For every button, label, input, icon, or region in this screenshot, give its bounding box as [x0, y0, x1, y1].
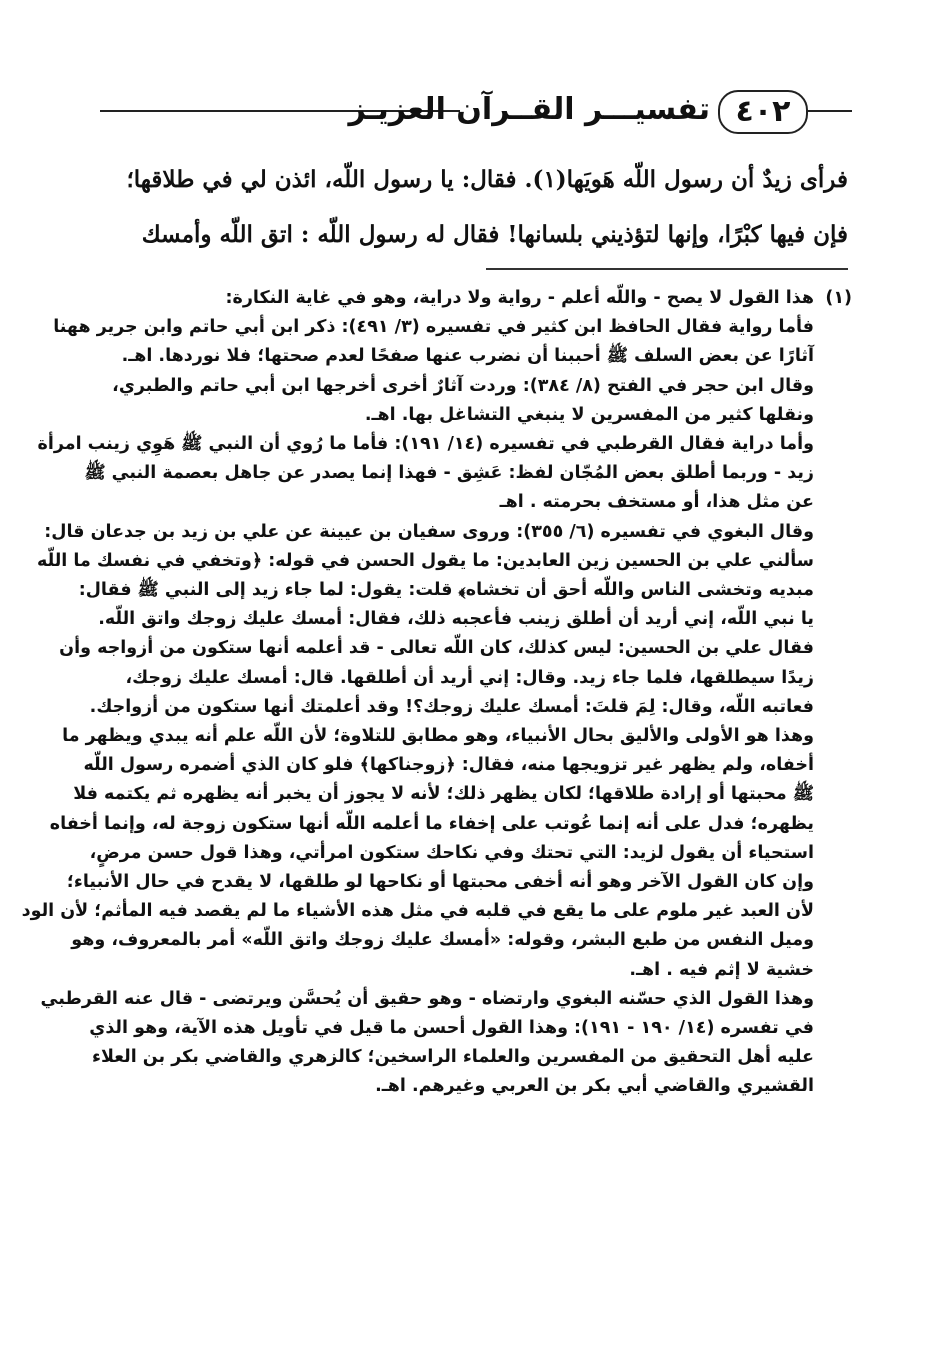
main-text — [106, 152, 848, 262]
footnote-line: يا نبي اللّه، إني أريد أن أطلق زينب فأعجبه ذلك، فقال: أمسك عليك زوجك واتق اللّه. — [98, 609, 814, 630]
footnote-line: وهذا القول الذي حسّنه البغوي وارتضاه - وهو حقيق أن يُحسَّن ويرتضى - قال عنه القرطبي — [40, 988, 814, 1009]
running-header — [100, 88, 852, 136]
footnote-line: مبديه وتخشى الناس واللّه أحق أن تخشاه﴾ قلت: يقول: لما جاء زيد إلى النبي ﷺ فقال: — [78, 580, 814, 601]
footnote-line: زيد - وربما أطلق بعض المُجّان لفظ: عَشِق - فهذا إنما يصدر عن جاهل بعصمة النبي ﷺ — [84, 463, 814, 484]
footnote-line: استحياء أن يقول لزيد: التي تحتك وفي نكاحك ستكون امرأتي، وهذا قول حسن مرضٍ، — [89, 842, 814, 863]
footnote-line: يظهره؛ فدل على أنه إنما عُوتب على إخفاء ما أعلمه اللّه أنها ستكون زوجة له، وإنما أخفاه — [49, 813, 814, 834]
main-line: فرأى زيدٌ أن رسول اللّه هَويَها(١). فقال: يا رسول اللّه، ائذن لي في طلاقها؛ — [126, 166, 848, 193]
footnote-line: سألني علي بن الحسين زين العابدين: ما يقول الحسن في قوله: ﴿وتخفي في نفسك ما اللّه — [36, 550, 814, 571]
footnote-line: فعاتبه اللّه، وقال: لِمَ قلتَ: أمسك عليك زوجك؟! وقد أعلمتك أنها ستكون من أزواجك. — [89, 696, 814, 717]
footnote-line: خشية لا إثم فيه . اهـ. — [629, 959, 814, 980]
footnote-line: عليه أهل التحقيق من المفسرين والعلماء الراسخين؛ كالزهري والقاضي بكر بن العلاء — [92, 1047, 814, 1068]
footnote-separator — [486, 268, 848, 270]
footnote-line: آثارًا عن بعض السلف ﷺ أحببنا أن نضرب عنها صفحًا لعدم صحتها؛ فلا نوردها. اهـ. — [121, 346, 814, 367]
footnote-line: فأما رواية فقال الحافظ ابن كثير في تفسيره (٣/ ٤٩١): ذكر ابن أبي حاتم وابن جرير ههنا — [53, 317, 814, 338]
footnote-line: وقال ابن حجر في الفتح (٨/ ٣٨٤): وردت آثارٌ أخرى أخرجها ابن أبي حاتم والطبري، — [112, 375, 814, 396]
main-line: فإن فيها كبْرًا، وإنها لتؤذيني بلسانها! فقال له رسول اللّه : اتق اللّه وأمسك — [141, 221, 848, 248]
footnote-line: وإن كان القول الآخر وهو أنه أخفى محبتها أو نكاحها لو طلقها، لا يقدح في حال الأنبياء؛ — [66, 872, 814, 893]
footnote-line: أخفاه، ولم يظهر غير تزويجها منه، فقال: ﴿زوجناكها﴾ فلو كان الذي أضمره رسول اللّه — [83, 755, 814, 776]
footnote-line: ونقلها كثير من المفسرين لا ينبغي التشاغل بها. اهـ. — [364, 404, 814, 425]
footnote-line: في تفسره (١٤/ ١٩٠ - ١٩١): وهذا القول أحسن ما قيل في تأويل هذه الآية، وهو الذي — [89, 1018, 814, 1039]
footnote-line: ﷺ محبتها أو إرادة طلاقها؛ لكان يظهر ذلك؛ لأنه لا يجوز أن يخبر أنه يظهره ثم يكتمه فلا — [73, 784, 814, 805]
footnote-line: القشيري والقاضي أبي بكر بن العربي وغيرهم. اهـ. — [375, 1076, 814, 1097]
footnote-line: عن مثل هذا، أو مستخف بحرمته . اهـ — [499, 492, 814, 513]
footnote-line: زيدًا سيطلقها، فلما جاء زيد. وقال: إني أريد أن أطلقها. قال: أمسك عليك زوجك، — [125, 667, 814, 688]
header-rule-right — [804, 110, 852, 112]
page-number: ٤٠٢ — [718, 90, 808, 134]
footnote-line — [100, 284, 852, 313]
footnote-number: (١) — [825, 288, 852, 308]
running-title: تفسيـــر القــرآن العزيـز — [348, 92, 710, 127]
footnote-line: فقال علي بن الحسين: ليس كذلك، كان اللّه تعالى - قد أعلمه أنها ستكون من أزواجه وأن — [59, 638, 814, 659]
footnote-line: وقال البغوي في تفسيره (٦/ ٣٥٥): وروى سفيان بن عيينة عن علي بن زيد بن جدعان قال: — [44, 521, 814, 542]
footnote-line: لأن العبد غير ملوم على ما يقع في قلبه في مثل هذه الأشياء ما لم يقصد فيه المأثم؛ لأن الود — [21, 901, 814, 922]
footnote-line: وهذا هو الأولى والأليق بحال الأنبياء، وهو مطابق للتلاوة؛ لأن اللّه علم أنه يبدي ويظهر ما — [62, 726, 814, 747]
footnote-line: وأما دراية فقال القرطبي في تفسيره (١٤/ ١٩١): فأما ما رُوي أن النبي ﷺ هَوِي زينب امرأة — [37, 434, 814, 455]
footnote-text: هذا القول لا يصح - واللّه أعلم - رواية ولا دراية، وهو في غاية النكارة: — [225, 288, 814, 308]
footnote-line: وميل النفس من طبع البشر، وقوله: «أمسك عليك زوجك واتق اللّه» أمر بالمعروف، وهو — [71, 930, 814, 951]
footnotes — [21, 284, 852, 1102]
